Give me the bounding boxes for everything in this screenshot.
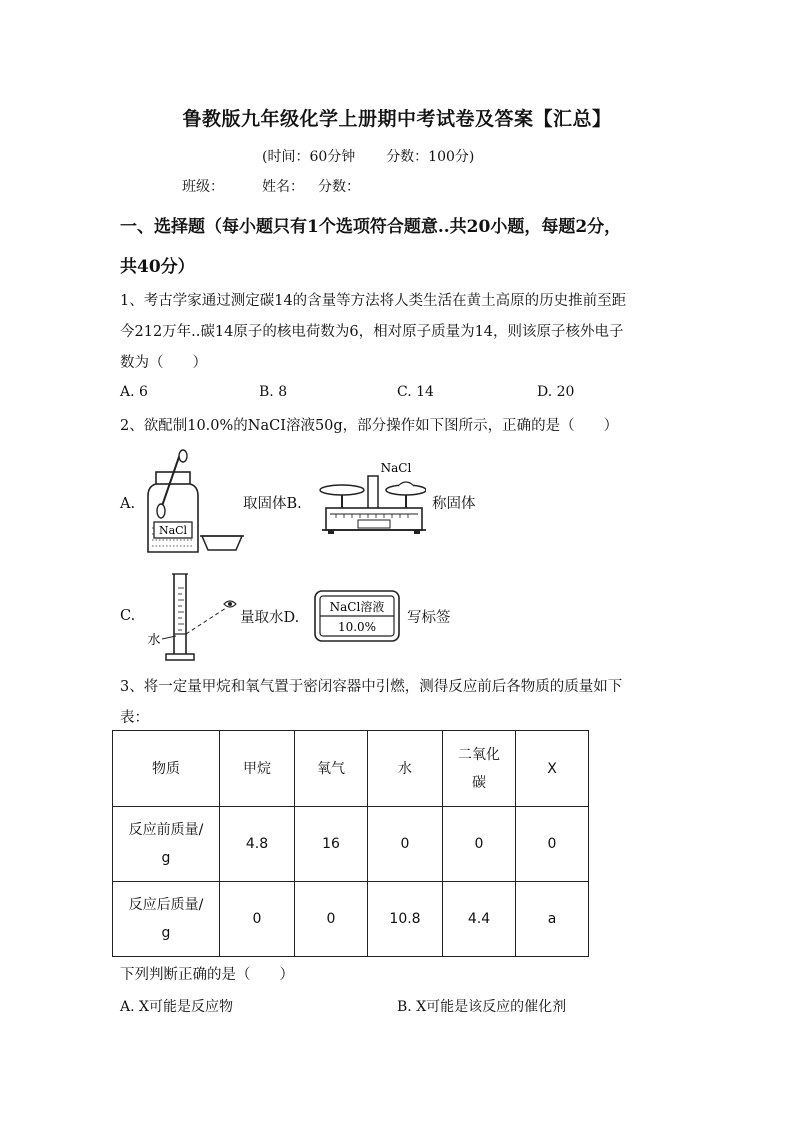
- row-before-label: [113, 807, 220, 882]
- cell-before-co2: 0: [443, 807, 516, 882]
- header-oxygen: 氧气: [295, 731, 368, 807]
- q2-option-b-caption: 称固体: [432, 496, 476, 512]
- table-row: [113, 882, 589, 957]
- q2-option-a-caption: 取固体B.: [243, 496, 302, 512]
- exam-time: (时间：60分钟: [262, 149, 356, 165]
- q2-option-a-letter: A.: [120, 496, 136, 512]
- table-row: [113, 807, 589, 882]
- row-after-label-b: g: [161, 925, 171, 941]
- header-co2-line2: 碳: [472, 774, 486, 791]
- page-title: 鲁教版九年级化学上册期中考试卷及答案【汇总】: [182, 108, 612, 130]
- q1-stem-line3: 数为（ ）: [120, 355, 207, 371]
- header-substance: 物质: [113, 731, 220, 807]
- header-water: 水: [368, 731, 443, 807]
- water-label: 水: [147, 633, 161, 648]
- name-label: 姓名：: [262, 179, 304, 195]
- cell-before-x: 0: [516, 807, 589, 882]
- row-before-label-a: 反应前质量/: [128, 822, 204, 838]
- q3-stem-line1: 3、将一定量甲烷和氧气置于密闭容器中引燃，测得反应前后各物质的质量如下: [120, 679, 623, 695]
- bottle-label: NaCl: [158, 524, 188, 537]
- label-solution-name: NaCl溶液: [329, 600, 385, 614]
- header-methane: 甲烷: [220, 731, 295, 807]
- exam-meta: [262, 146, 474, 166]
- q1-option-a: A. 6: [120, 384, 148, 400]
- section-heading-line1: 一、选择题（每小题只有1个选项符合题意..共20小题，每题2分，: [120, 217, 622, 237]
- cell-after-oxygen: 0: [295, 882, 368, 957]
- cell-after-methane: 0: [220, 882, 295, 957]
- balance-illustration: [314, 456, 426, 546]
- graduated-cylinder-illustration: [142, 568, 240, 664]
- balance-reagent-label: NaCl: [380, 461, 412, 475]
- q2-option-c-letter: C.: [120, 608, 136, 624]
- reagent-label-illustration: [314, 590, 400, 642]
- q3-prompt: 下列判断正确的是（ ）: [120, 967, 294, 983]
- header-x: X: [516, 731, 589, 807]
- table-header-row: [113, 731, 589, 807]
- cell-after-co2: 4.4: [443, 882, 516, 957]
- header-co2: [443, 731, 516, 807]
- reagent-bottle-illustration: [140, 448, 250, 558]
- q1-option-d: D. 20: [537, 384, 575, 400]
- score-label: 分数：: [318, 179, 360, 195]
- q2-option-d-caption: 写标签: [407, 610, 451, 626]
- cell-after-water: 10.8: [368, 882, 443, 957]
- row-after-label-a: 反应后质量/: [128, 897, 204, 913]
- section-heading-line2: 共40分）: [120, 257, 195, 277]
- exam-total-score: 分数：100分): [386, 149, 475, 165]
- label-concentration: 10.0%: [337, 620, 377, 634]
- q1-stem-line2: 今212万年..碳14原子的核电荷数为6，相对原子质量为14，则该原子核外电子: [120, 324, 624, 340]
- q2-option-c-caption: 量取水D.: [240, 610, 300, 626]
- cell-before-methane: 4.8: [220, 807, 295, 882]
- q1-stem-line1: 1、考古学家通过测定碳14的含量等方法将人类生活在黄土高原的历史推前至距: [120, 293, 627, 309]
- class-label: 班级：: [182, 179, 224, 195]
- q2-stem: 2、欲配制10.0%的NaCI溶液50g，部分操作如下图所示，正确的是（ ）: [120, 418, 619, 434]
- q3-option-b: B. X可能是该反应的催化剂: [397, 999, 567, 1015]
- cell-before-oxygen: 16: [295, 807, 368, 882]
- q3-stem-line2: 表：: [120, 710, 149, 726]
- q3-option-a: A. X可能是反应物: [120, 999, 233, 1015]
- row-before-label-b: g: [161, 850, 171, 866]
- q1-option-b: B. 8: [259, 384, 288, 400]
- cell-before-water: 0: [368, 807, 443, 882]
- header-co2-line1: 二氧化: [458, 746, 500, 763]
- cell-after-x: a: [516, 882, 589, 957]
- q1-option-c: C. 14: [397, 384, 434, 400]
- row-after-label: [113, 882, 220, 957]
- mass-table: [112, 730, 589, 957]
